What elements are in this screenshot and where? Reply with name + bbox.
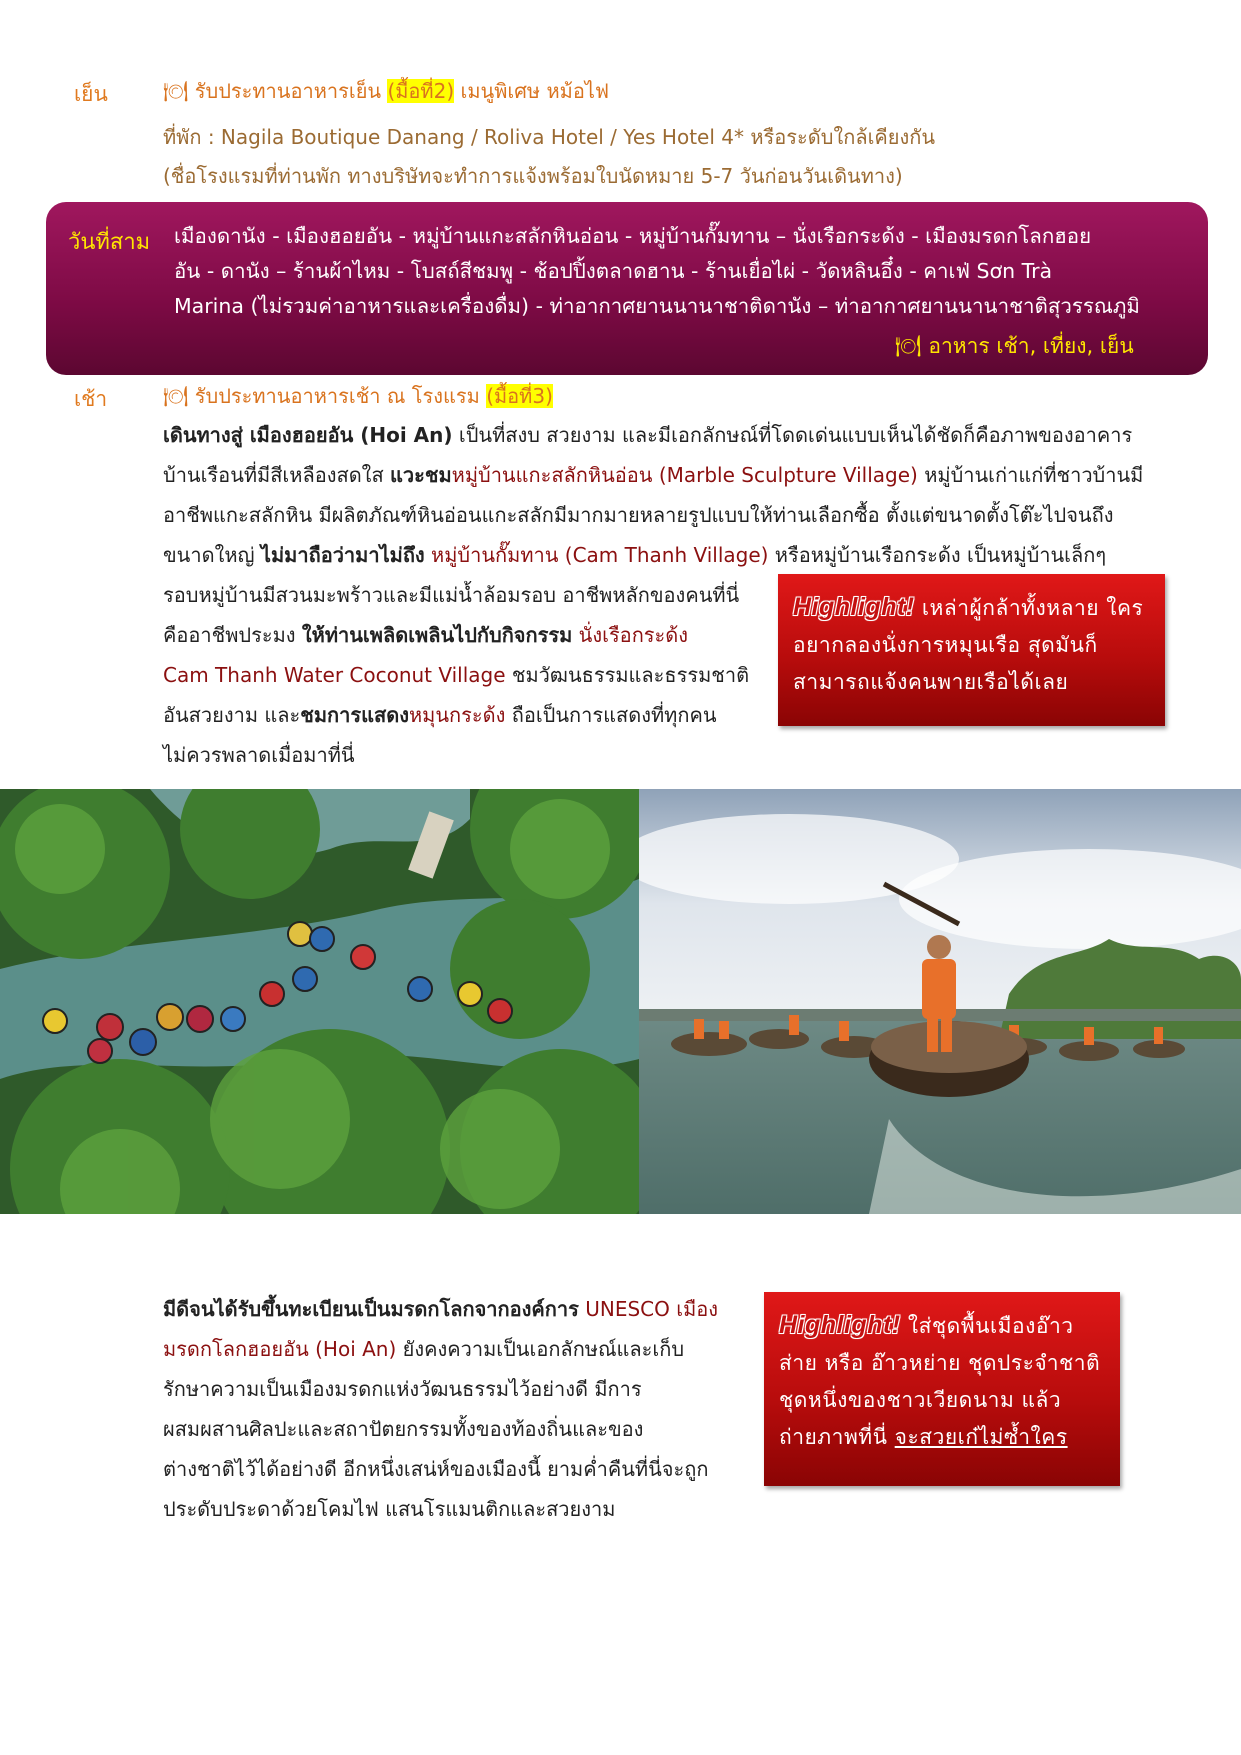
text-span: รอบหมู่บ้านมีสวนมะพร้าวและมีแม่น้ำล้อมรอบ อาชีพหลักของคนที่นี่	[163, 583, 740, 607]
day3-meals	[895, 330, 1134, 363]
unesco-text: UNESCO	[578, 1297, 670, 1321]
bold-span: แวะชม	[390, 463, 452, 487]
meal-icon: 🍽	[163, 384, 189, 408]
morning-label: เช้า	[74, 387, 108, 411]
spin-show-text: หมุนกระด้ง	[408, 703, 506, 727]
text-span: หรือหมู่บ้านเรือกระด้ง เป็นหมู่บ้านเล็กๆ	[768, 543, 1107, 567]
highlight-text: อยากลองนั่งการหมุนเรือ สุดมันก็	[793, 633, 1098, 657]
coconut-forest-aerial-photo	[0, 789, 639, 1214]
evening-meal-tag: (มื้อที่2)	[387, 79, 455, 103]
highlight-text: เหล่าผู้กล้าทั้งหลาย ใคร	[914, 596, 1144, 620]
text-span: ชมวัฒนธรรมและธรรมชาติ	[505, 663, 750, 687]
morning-meal-tag: (มื้อที่3)	[486, 384, 553, 408]
day3-route	[174, 219, 1184, 324]
text-line: ผสมผสานศิลปะและสถาปัตยกรรมทั้งของท้องถิ่นและของ	[163, 1417, 644, 1441]
text-span: คืออาชีพประมง	[163, 623, 302, 647]
text-span: อาชีพแกะสลักหิน มีผลิตภัณฑ์หินอ่อนแกะสลักมีมากมายหลายรูปแบบให้ท่านเลือกซื้อ ตั้งแต่ขนาดตั้งโต๊ะไปจนถึง	[163, 503, 1114, 527]
hoian-heritage-paragraph	[163, 1289, 753, 1529]
day3-label: วันที่สาม	[68, 230, 151, 255]
meal-icon: 🍽	[895, 334, 922, 358]
hotel-line: ที่พัก : Nagila Boutique Danang / Roliva Hotel / Yes Hotel 4* หรือระดับใกล้เคียงกัน	[163, 125, 936, 149]
meal-icon: 🍽	[163, 79, 189, 103]
basket-boat-spin-photo	[639, 789, 1241, 1214]
highlight-text: ใส่ชุดพื้นเมืองอ๊าว	[900, 1314, 1074, 1338]
highlight-underlined-text: จะสวยเก๋ไม่ซ้ำใคร	[894, 1425, 1068, 1449]
highlight-label: Highlight!	[779, 1311, 901, 1339]
text-span: ขนาดใหญ่	[163, 543, 261, 567]
evening-meal-text: รับประทานอาหารเย็น	[194, 79, 382, 103]
text-line: รักษาความเป็นเมืองมรดกแห่งวัฒนธรรมไว้อย่างดี มีการ	[163, 1377, 642, 1401]
bold-span: ชมการแสดง	[300, 703, 409, 727]
text-span: บ้านเรือนที่มีสีเหลืองสดใส	[163, 463, 391, 487]
hotel-note: (ชื่อโรงแรมที่ท่านพัก ทางบริษัทจะทำการแจ้งพร้อมใบนัดหมาย 5-7 วันก่อนวันเดินทาง)	[163, 164, 903, 188]
aerial-photo-illustration	[0, 789, 639, 1214]
evening-meal-line	[163, 79, 609, 103]
highlight-label: Highlight!	[793, 593, 915, 621]
marble-village-link: หมู่บ้านแกะสลักหินอ่อน (Marble Sculpture Village)	[451, 463, 918, 487]
text-span: หมู่บ้านเก่าแก่ที่ชาวบ้านมี	[917, 463, 1144, 487]
text-span: ไม่ควรพลาดเมื่อมาที่นี่	[163, 743, 355, 767]
bold-span: ให้ท่านเพลิดเพลินไปกับกิจกรรม	[301, 623, 573, 647]
text-span: เมือง	[669, 1297, 719, 1321]
morning-meal-line	[163, 384, 553, 408]
highlight-text: ถ่ายภาพที่นี่	[779, 1425, 895, 1449]
text-line: ต่างชาติไว้ได้อย่างดี อีกหนึ่งเสน่ห์ของเมืองนี้ ยามค่ำคืนที่นี่จะถูก	[163, 1457, 709, 1481]
text-line: ประดับประดาด้วยโคมไฟ แสนโรแมนติกและสวยงาม	[163, 1497, 616, 1521]
basket-boat-text: นั่งเรือกระด้ง	[572, 623, 689, 647]
highlight-text: ชุดหนึ่งของชาวเวียดนาม แล้ว	[779, 1388, 1062, 1412]
highlight-text: ส่าย หรือ อ๊าวหย่าย ชุดประจำชาติ	[779, 1351, 1101, 1375]
boat-photo-illustration	[639, 789, 1241, 1214]
coconut-village-text: Cam Thanh Water Coconut Village	[163, 663, 506, 687]
highlight-text: สามารถแจ้งคนพายเรือได้เลย	[793, 670, 1069, 694]
bold-span: มีดีจนได้รับขึ้นทะเบียนเป็นมรดกโลกจากองค์การ	[163, 1297, 579, 1321]
text-span: ยังคงความเป็นเอกลักษณ์และเก็บ	[396, 1337, 685, 1361]
text-span: เป็นที่สงบ สวยงาม และมีเอกลักษณ์ที่โดดเด่นแบบเห็นได้ชัดก็คือภาพของอาคาร	[452, 423, 1133, 447]
route-line-3: Marina (ไม่รวมค่าอาหารและเครื่องดื่ม) - ท่าอากาศยานนานาชาติดานัง – ท่าอากาศยานนานาชาติสุวรรณภูมิ	[174, 294, 1140, 318]
morning-meal-text: รับประทานอาหารเช้า ณ โรงแรม	[194, 384, 480, 408]
text-span: อันสวยงาม และ	[163, 703, 301, 727]
bold-span: ไม่มาถือว่ามาไม่ถึง	[260, 543, 425, 567]
route-line-1: เมืองดานัง - เมืองฮอยอัน - หมู่บ้านแกะสลักหินอ่อน - หมู่บ้านกั๊มทาน – นั่งเรือกระด้ง - เมืองมรดกโลกฮอย	[174, 224, 1092, 248]
destination-heading: เดินทางสู่ เมืองฮอยอัน (Hoi An)	[163, 423, 453, 447]
text-span: ถือเป็นการแสดงที่ทุกคน	[505, 703, 717, 727]
highlight-box-aodai	[764, 1292, 1120, 1486]
evening-label: เย็น	[74, 82, 108, 106]
route-line-2: อัน - ดานัง – ร้านผ้าไหม - โบสถ์สีชมพู - ช้อปปิ้งตลาดฮาน - ร้านเยื่อไผ่ - วัดหลินอึ๋ง - คาเฟ่ Sơn Trà	[174, 259, 1053, 283]
day3-meals-text: อาหาร เช้า, เที่ยง, เย็น	[928, 334, 1134, 358]
highlight-box-boat	[778, 574, 1165, 726]
hoian-heritage-text: มรดกโลกฮอยอัน (Hoi An)	[163, 1337, 397, 1361]
evening-meal-menu: เมนูพิเศษ หม้อไฟ	[460, 79, 610, 103]
cam-thanh-village: หมู่บ้านกั๊มทาน (Cam Thanh Village)	[424, 543, 769, 567]
